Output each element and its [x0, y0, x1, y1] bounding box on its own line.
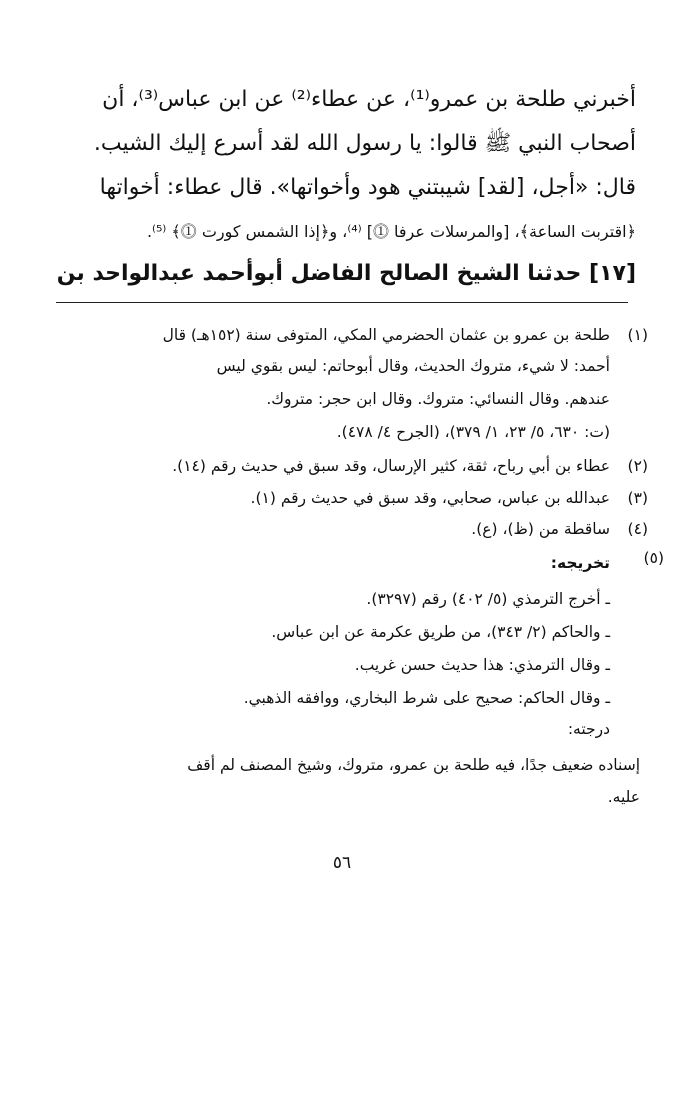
footnote-1-line-4: (ت: ٦٣٠، ٥/ ٢٣، ١/ ٣٧٩)، (الجرح ٤/ ٤٧٨).: [336, 423, 610, 441]
footnote-2-number: (٢): [627, 457, 648, 475]
footnote-5-line-5: ـ وقال الحاكم: صحيح على شرط البخاري، ووافقه الذهبي.: [243, 689, 610, 707]
main-text-line-4: ﴿اقتربت الساعة﴾، [والمرسلات عرفا ⓵] ⁽⁴⁾، و﴿إذا الشمس كورت ⓵﴾ ⁽⁵⁾.: [146, 222, 636, 241]
footnote-2-line-1: عطاء بن أبي رباح، ثقة، كثير الإرسال، وقد سبق في حديث رقم (١٤).: [172, 457, 610, 475]
footnote-5-line-4: ـ وقال الترمذي: هذا حديث حسن غريب.: [354, 656, 610, 674]
footnote-1-line-1: طلحة بن عمرو بن عثمان الحضرمي المكي، المتوفى سنة (١٥٢هـ) قال: [162, 326, 610, 344]
footnote-4-line-1: ساقطة من (ظ)، (ع).: [471, 520, 610, 538]
footnote-3-line-1: عبدالله بن عباس، صحابي، وقد سبق في حديث رقم (١).: [250, 489, 610, 507]
footnote-divider: [56, 302, 628, 303]
footnote-5-grade-heading: درجته:: [567, 720, 610, 738]
footnote-4-number: (٤): [627, 520, 648, 538]
main-text-line-5: [١٧] حدثنا الشيخ الصالح الفاضل أبوأحمد عبدالواحد بن: [56, 261, 636, 286]
footnote-5-line-7: إسناده ضعيف جدًا، فيه طلحة بن عمرو، متروك، وشيخ المصنف لم أقف: [187, 756, 640, 774]
main-text-line-3: قال: «أجل، [لقد] شيبتني هود وأخواتها». قال عطاء: أخواتها: [99, 175, 636, 200]
footnote-5-heading: تخريجه:: [550, 554, 610, 572]
footnote-5-line-2: ـ أخرج الترمذي (٥/ ٤٠٢) رقم (٣٢٩٧).: [366, 590, 610, 608]
footnote-1-line-3: عندهم. وقال النسائي: متروك. وقال ابن حجر: متروك.: [266, 390, 610, 408]
footnote-3-number: (٣): [627, 489, 648, 507]
main-text-line-1: أخبرني طلحة بن عمرو⁽¹⁾، عن عطاء⁽²⁾ عن ابن عباس⁽³⁾، أن: [102, 87, 636, 112]
footnote-1-line-2: أحمد: لا شيء، متروك الحديث، وقال أبوحاتم: ليس بقوي ليس: [216, 357, 610, 375]
main-text-line-2: أصحاب النبي ﷺ قالوا: يا رسول الله لقد أسرع إليك الشيب.: [93, 131, 636, 156]
footnote-5-number: (٥): [643, 549, 664, 567]
page-number: ٥٦: [332, 853, 352, 873]
footnote-5-line-8: عليه.: [607, 788, 640, 806]
footnote-5-line-3: ـ والحاكم (٢/ ٣٤٣)، من طريق عكرمة عن ابن عباس.: [271, 623, 610, 641]
footnote-1-number: (١): [627, 326, 648, 344]
